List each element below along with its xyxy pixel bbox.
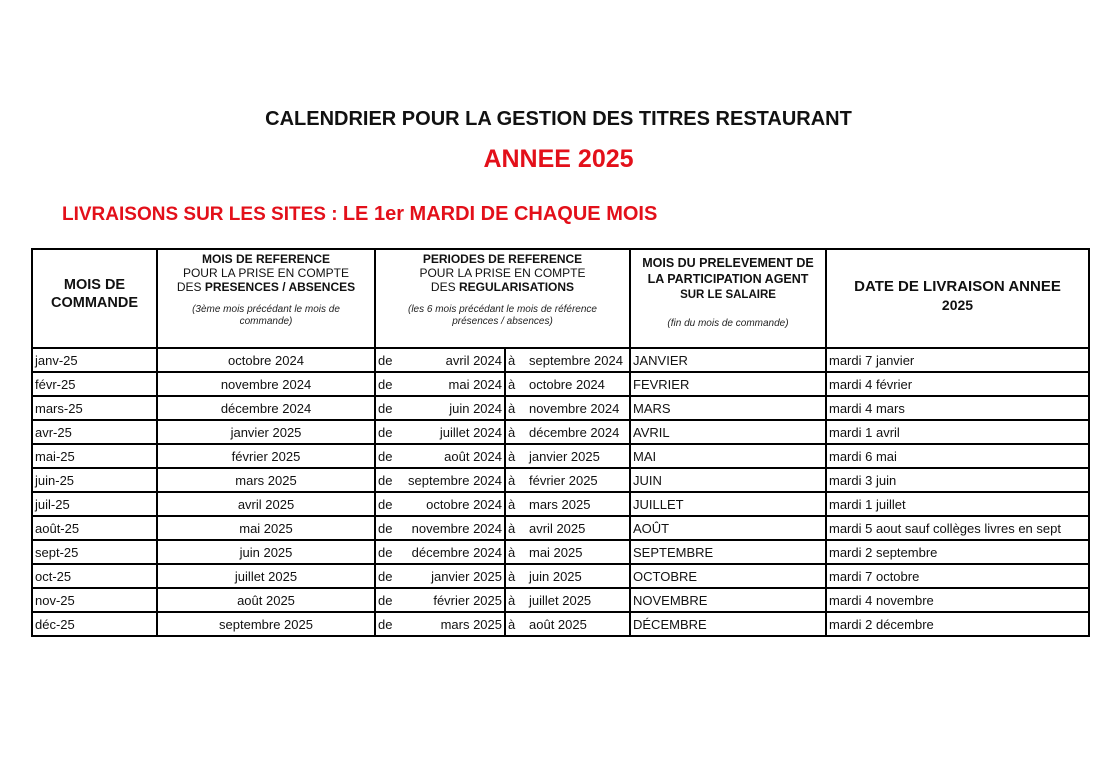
cell-de: de (375, 348, 405, 372)
table-row (32, 348, 1089, 372)
table-row (32, 444, 1089, 468)
cell-mois-commande: nov-25 (32, 588, 157, 612)
header-mois-prelevement (630, 249, 826, 348)
cell-mois-prelevement: JUILLET (630, 492, 826, 516)
cell-mois-reference: juillet 2025 (157, 564, 375, 588)
cell-mois-prelevement: FEVRIER (630, 372, 826, 396)
cell-date-livraison: mardi 1 avril (826, 420, 1089, 444)
cell-date-livraison: mardi 2 septembre (826, 540, 1089, 564)
cell-a: à (505, 420, 527, 444)
cell-period-to: mai 2025 (527, 540, 630, 564)
header-text: 2025 (941, 296, 974, 313)
cell-de: de (375, 540, 405, 564)
cell-de: de (375, 396, 405, 420)
cell-mois-prelevement: JANVIER (630, 348, 826, 372)
table-row (32, 420, 1089, 444)
cell-mois-reference: août 2025 (157, 588, 375, 612)
cell-mois-prelevement: JUIN (630, 468, 826, 492)
cell-period-to: février 2025 (527, 468, 630, 492)
document-title: CALENDRIER POUR LA GESTION DES TITRES RESTAURANT (265, 108, 852, 130)
cell-mois-prelevement: DÉCEMBRE (630, 612, 826, 636)
subheading-part1: LIVRAISONS SUR LES SITES : (62, 204, 343, 225)
cell-mois-commande: août-25 (32, 516, 157, 540)
cell-period-to: novembre 2024 (527, 396, 630, 420)
cell-period-from: août 2024 (405, 444, 505, 468)
cell-period-from: février 2025 (405, 588, 505, 612)
header-text: COMMANDE (51, 294, 138, 311)
cell-mois-prelevement: NOVEMBRE (630, 588, 826, 612)
cell-period-from: avril 2024 (405, 348, 505, 372)
cell-mois-reference: février 2025 (157, 444, 375, 468)
table-body (32, 348, 1089, 636)
cell-a: à (505, 540, 527, 564)
header-date-livraison (826, 249, 1089, 348)
cell-period-to: juin 2025 (527, 564, 630, 588)
cell-de: de (375, 588, 405, 612)
header-text: DATE DE LIVRAISON ANNEE (854, 277, 1061, 295)
table-row (32, 492, 1089, 516)
cell-mois-reference: mars 2025 (157, 468, 375, 492)
cell-mois-reference: décembre 2024 (157, 396, 375, 420)
cell-period-to: décembre 2024 (527, 420, 630, 444)
cell-mois-commande: janv-25 (32, 348, 157, 372)
cell-a: à (505, 612, 527, 636)
cell-de: de (375, 564, 405, 588)
cell-date-livraison: mardi 3 juin (826, 468, 1089, 492)
cell-mois-reference: octobre 2024 (157, 348, 375, 372)
cell-date-livraison: mardi 5 aout sauf collèges livres en sept (826, 516, 1089, 540)
cell-period-from: mai 2024 (405, 372, 505, 396)
header-text: DES (176, 280, 205, 294)
cell-de: de (375, 516, 405, 540)
table-row (32, 468, 1089, 492)
cell-mois-commande: juil-25 (32, 492, 157, 516)
cell-a: à (505, 372, 527, 396)
header-text: MOIS DU PRELEVEMENT DE (642, 256, 814, 270)
cell-mois-commande: avr-25 (32, 420, 157, 444)
header-periodes-reference (375, 249, 630, 348)
cell-de: de (375, 372, 405, 396)
table-row (32, 540, 1089, 564)
cell-mois-commande: déc-25 (32, 612, 157, 636)
cell-de: de (375, 468, 405, 492)
cell-date-livraison: mardi 6 mai (826, 444, 1089, 468)
cell-mois-commande: mai-25 (32, 444, 157, 468)
delivery-subheading (62, 203, 657, 226)
header-text: POUR LA PRISE EN COMPTE (419, 266, 586, 280)
header-text: PERIODES DE REFERENCE (422, 252, 583, 266)
cell-mois-prelevement: SEPTEMBRE (630, 540, 826, 564)
header-row (32, 249, 1089, 348)
cell-period-to: août 2025 (527, 612, 630, 636)
cell-period-from: mars 2025 (405, 612, 505, 636)
table-row (32, 372, 1089, 396)
table-row (32, 612, 1089, 636)
cell-period-from: juin 2024 (405, 396, 505, 420)
cell-period-to: avril 2025 (527, 516, 630, 540)
cell-date-livraison: mardi 4 février (826, 372, 1089, 396)
cell-date-livraison: mardi 7 janvier (826, 348, 1089, 372)
cell-date-livraison: mardi 7 octobre (826, 564, 1089, 588)
cell-de: de (375, 420, 405, 444)
cell-mois-reference: avril 2025 (157, 492, 375, 516)
cell-period-to: mars 2025 (527, 492, 630, 516)
cell-mois-commande: mars-25 (32, 396, 157, 420)
cell-period-from: décembre 2024 (405, 540, 505, 564)
cell-mois-reference: mai 2025 (157, 516, 375, 540)
header-note: (3ème mois précédant le mois de commande) (192, 304, 340, 327)
header-note: (fin du mois de commande) (667, 318, 789, 329)
cell-a: à (505, 444, 527, 468)
cell-mois-reference: septembre 2025 (157, 612, 375, 636)
cell-mois-commande: oct-25 (32, 564, 157, 588)
header-mois-commande (32, 249, 157, 348)
cell-a: à (505, 588, 527, 612)
header-mois-reference (157, 249, 375, 348)
cell-de: de (375, 612, 405, 636)
cell-de: de (375, 444, 405, 468)
cell-mois-prelevement: MAI (630, 444, 826, 468)
cell-mois-reference: novembre 2024 (157, 372, 375, 396)
header-text: REGULARISATIONS (458, 280, 575, 294)
cell-mois-prelevement: MARS (630, 396, 826, 420)
header-text: DES (430, 280, 459, 294)
cell-a: à (505, 516, 527, 540)
cell-period-from: juillet 2024 (405, 420, 505, 444)
cell-period-from: octobre 2024 (405, 492, 505, 516)
header-text: LA PARTICIPATION AGENT (647, 272, 809, 286)
cell-a: à (505, 396, 527, 420)
cell-date-livraison: mardi 2 décembre (826, 612, 1089, 636)
header-text (158, 280, 374, 294)
cell-mois-prelevement: OCTOBRE (630, 564, 826, 588)
cell-mois-commande: juin-25 (32, 468, 157, 492)
cell-a: à (505, 492, 527, 516)
cell-date-livraison: mardi 4 novembre (826, 588, 1089, 612)
cell-a: à (505, 348, 527, 372)
cell-period-to: juillet 2025 (527, 588, 630, 612)
cell-mois-prelevement: AVRIL (630, 420, 826, 444)
cell-a: à (505, 564, 527, 588)
cell-mois-reference: janvier 2025 (157, 420, 375, 444)
table-row (32, 396, 1089, 420)
header-text: POUR LA PRISE EN COMPTE (182, 266, 350, 280)
cell-de: de (375, 492, 405, 516)
table-row (32, 588, 1089, 612)
cell-date-livraison: mardi 4 mars (826, 396, 1089, 420)
header-text: SUR LE SALAIRE (680, 289, 776, 301)
cell-period-to: septembre 2024 (527, 348, 630, 372)
year-label: ANNEE 2025 (483, 145, 634, 173)
header-text: PRESENCES / ABSENCES (204, 280, 356, 294)
cell-period-from: septembre 2024 (405, 468, 505, 492)
cell-a: à (505, 468, 527, 492)
subheading-part2: LE 1er MARDI DE CHAQUE MOIS (342, 203, 658, 225)
cell-mois-reference: juin 2025 (157, 540, 375, 564)
header-text: MOIS DE REFERENCE (201, 252, 330, 266)
cell-mois-commande: févr-25 (32, 372, 157, 396)
cell-period-from: janvier 2025 (405, 564, 505, 588)
header-text: MOIS DE (63, 276, 126, 293)
header-note: (les 6 mois précédant le mois de référence présences / absences) (408, 304, 597, 327)
cell-period-to: janvier 2025 (527, 444, 630, 468)
cell-period-from: novembre 2024 (405, 516, 505, 540)
cell-mois-commande: sept-25 (32, 540, 157, 564)
table-row (32, 564, 1089, 588)
header-text (376, 280, 629, 294)
table-row (32, 516, 1089, 540)
cell-mois-prelevement: AOÛT (630, 516, 826, 540)
cell-date-livraison: mardi 1 juillet (826, 492, 1089, 516)
calendar-table (31, 248, 1090, 637)
cell-period-to: octobre 2024 (527, 372, 630, 396)
